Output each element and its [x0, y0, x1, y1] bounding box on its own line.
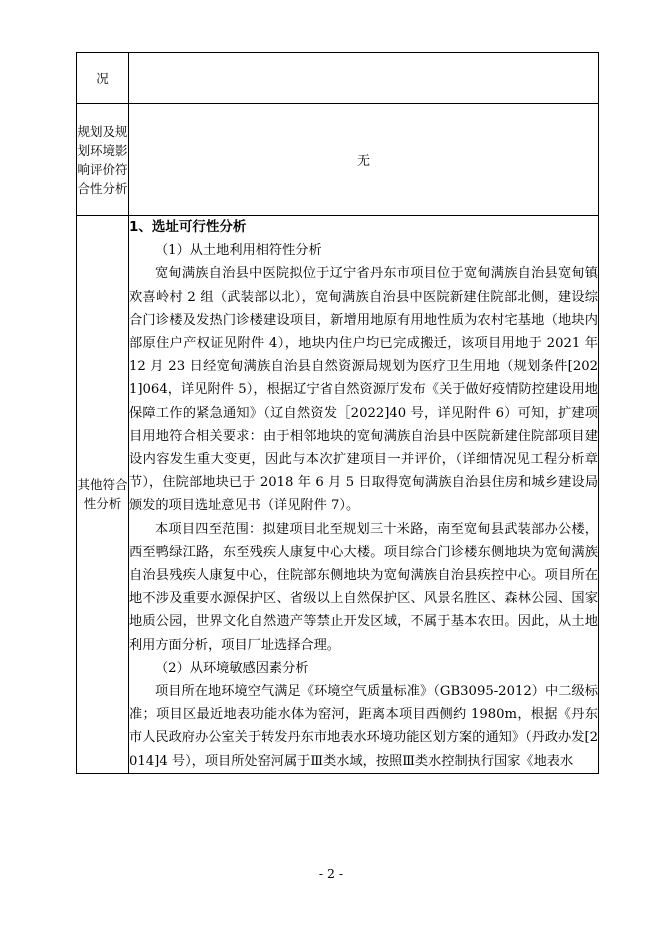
row-label-text: 其他符合性分析 [77, 477, 128, 512]
section-heading: 1、选址可行性分析 [129, 219, 247, 235]
subsection-heading-1: （1）从土地利用相符性分析 [155, 243, 322, 259]
row-body-content [129, 216, 599, 774]
table-row [77, 104, 599, 216]
row-label-other-compliance [77, 216, 129, 774]
row-label-text: 况 [96, 70, 109, 86]
table-row [77, 216, 599, 774]
row-body-none: 无 [129, 104, 599, 216]
row-body-blank [129, 53, 599, 104]
table-row [77, 53, 599, 104]
row-label-text: 规划及规划环境影响评价符合性分析 [77, 123, 128, 196]
body-paragraph-2: 本项目四至范围：拟建项目北至规划三十米路，南至宽甸县武装部办公楼，西至鸭绿江路，东至残疾人康复中心大楼。项目综合门诊楼东侧地块为宽甸满族自治县残疾人康复中心，住院部东侧地块为宽甸满族自治县疾控中心。项目所在地不涉及重要水源保护区、省级以上自然保护区、风景名胜区、森林公园、国家地质公园，世界文化自然遗产等禁止开发区域，不属于基本农田。因此，从土地利用方面分析，项目厂址选择合理。 [129, 521, 598, 653]
row-label-planning-compliance [77, 104, 129, 216]
environmental-assessment-table [76, 52, 599, 774]
subsection-heading-2: （2）从环境敏感因素分析 [155, 660, 309, 676]
body-paragraph-3: 项目所在地环境空气满足《环境空气质量标准》（GB3095-2012）中二级标准；项目区最近地表功能水体为窑河，距离本项目西侧约 1980m，根据《丹东市人民政府办公室关于转发丹东市地表水环境功能区划方案的通知》（丹政办发[2014]4 号），项目所处窑河属于Ⅲ类水域，按照Ⅲ类水控制执行国家《地表水 [129, 684, 598, 769]
body-paragraph-1: 宽甸满族自治县中医院拟位于辽宁省丹东市项目位于宽甸满族自治县宽甸镇欢喜岭村 2 组（武装部以北），宽甸满族自治县中医院新建住院部北侧，建设综合门诊楼及发热门诊楼建设项目，新增用地原有用地性质为农村宅基地（地块内部原住户产权证见附件 4），地块内住户均已完成搬迁，该项目用地于 2021 年 12 月 23 日经宽甸满族自治县自然资源局规划为医疗卫生用地（规划条件[2021]064，详见附件 5），根据辽宁省自然资源厅发布《关于做好疫情防控建设用地保障工作的紧急通知》（辽自然资发［2022]40 号，详见附件 6）可知，扩建项目用地符合相关要求：由于相邻地块的宽甸满族自治县中医院新建住院部项目建设内容发生重大变更，因此与本次扩建项目一并评价，（详细情况见工程分析章节），住院部地块已于 2018 年 6 月 5 日取得宽甸满族自治县住房和城乡建设局颁发的项目选址意见书（详见附件 7）。 [129, 266, 598, 514]
page-number-footer: - 2 - [318, 866, 344, 881]
row-label-status [77, 53, 129, 104]
